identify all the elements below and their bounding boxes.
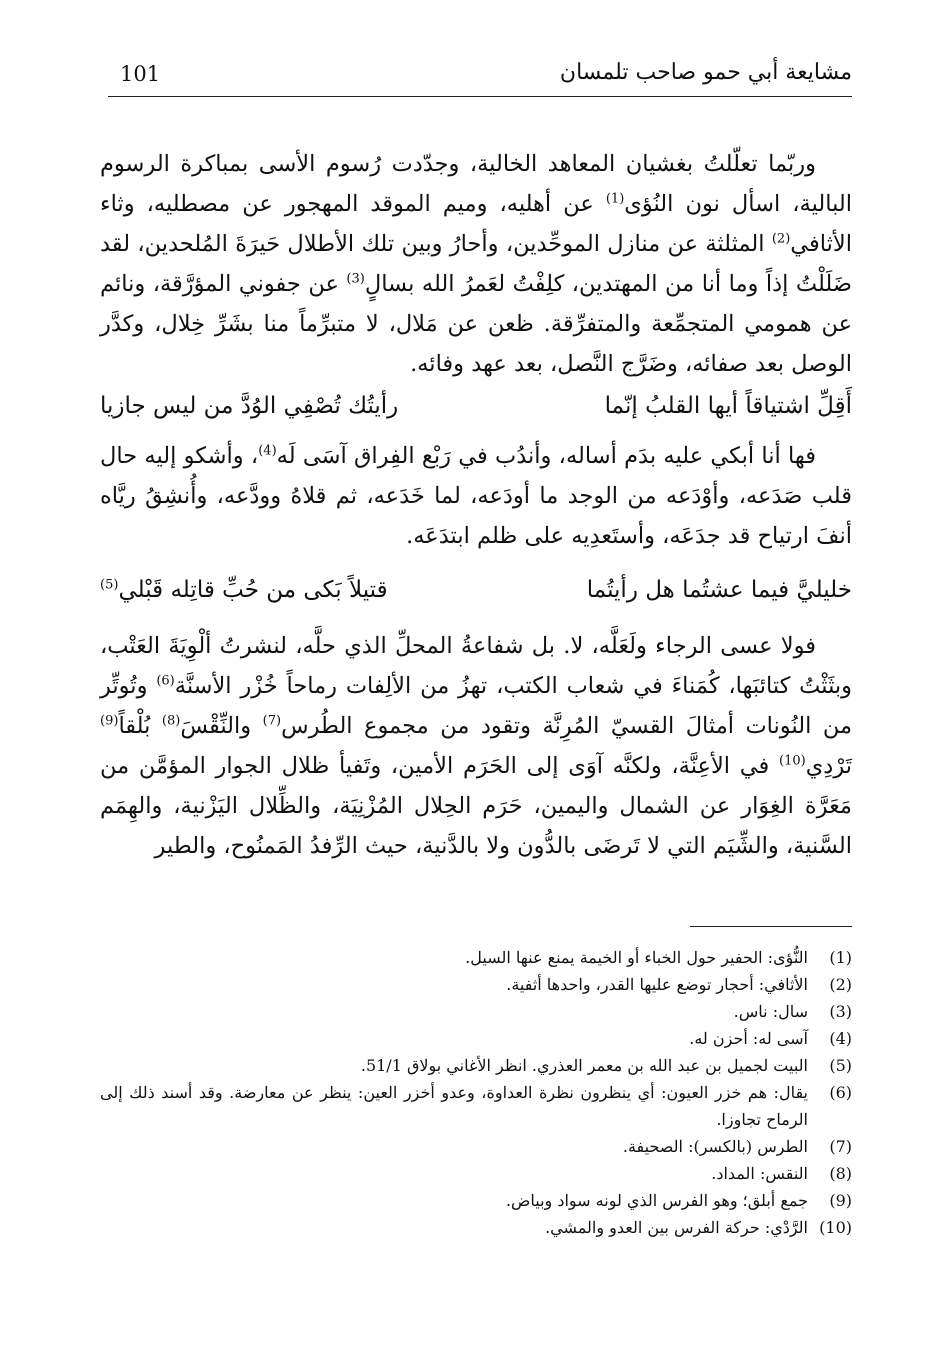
- footnote-number: (8): [829, 1164, 852, 1183]
- footnote: [100, 1133, 852, 1160]
- footnote: [100, 944, 852, 971]
- verse-1-second-hemistich: رأيتُك تُصْفِي الوُدَّ من ليس جازيا: [100, 393, 399, 419]
- footnote-text: البيت لجميل بن عبد الله بن معمر العذري. انظر الأغاني بولاق 51/1.: [360, 1056, 808, 1075]
- text-run: والنِّقْسَ: [180, 713, 263, 739]
- footnote-number: (7): [829, 1137, 852, 1156]
- text-run: تَرْدِي: [805, 753, 852, 779]
- footnote-text: سال: ناس.: [733, 1002, 808, 1021]
- footnote-number: (4): [829, 1029, 852, 1048]
- main-text: [100, 144, 852, 866]
- footnote-text: الأثافي: أحجار توضع عليها القدر، واحدها أثفية.: [506, 975, 808, 994]
- text-run: وربّما تعلّلتُ بغشيان المعاهد الخالية، وجدّدت رُسوم الأسى بمباكرة الرسوم البالية، اسأل نون النُؤى: [100, 151, 852, 217]
- text-run: قتيلاً بَكى من حُبِّ قاتِله قَبْلي: [118, 577, 388, 603]
- footnote: [100, 1187, 852, 1214]
- verse-2: [100, 570, 852, 610]
- footnote-ref-9: (9): [100, 713, 119, 729]
- text-run: فولا عسى الرجاء ولَعَلَّه، لا. بل شفاعةُ المحلِّ الذي حلَّه، لنشرتُ ألْوِيَةَ العَتْب، وبثَثْتُ كتائبَها، كُمَناءَ في شعاب الكتب، تهزُ من الألِفات رماحاً خُزْر الأسنَّة: [100, 633, 852, 699]
- footnote: [100, 998, 852, 1025]
- text-run: وتُوتِّر من النُونات أمثالَ القسيّ المُرِنَّة وتقود من مجموع الطُرس: [100, 673, 852, 739]
- footnotes: [100, 944, 852, 1241]
- footnote-ref-2: (2): [771, 231, 791, 247]
- verse-2-second-hemistich: [100, 570, 388, 610]
- footnote-number: (1): [829, 948, 852, 967]
- footnote-ref-5: (5): [100, 577, 119, 593]
- footnote: [100, 971, 852, 998]
- footnote-ref-10: (10): [778, 753, 806, 769]
- paragraph-1: [100, 144, 852, 384]
- verse-1: [100, 386, 852, 426]
- footnote-ref-3: (3): [346, 271, 365, 287]
- text-run: المثلثة عن منازل الموحِّدين، وأحارُ وبين تلك الأطلال حَيرَةَ المُلحدين، لقد ضَلَلْتُ إذاً وما أنا من المهتدين، كلِفْتُ لعَمرُ الله بسالٍ: [100, 231, 852, 297]
- footnote-ref-7: (7): [262, 713, 282, 729]
- text-run: في الأعِنَّة، ولكنَّه آوَى إلى الحَرَم الأمين، وتَفيأ ظلال الجوار المؤمَّن من مَعَرَّة الغِوَار عن الشمال واليمين، حَرَم الحِلال المُزْنِيَة، والظِّلال اليَزْنية، والهِمَم السَّنية، والشِّيَم التي لا تَرضَى بالدُّون ولا بالدَّنية، حيث الرِّفدُ المَمنُوح، والطير: [100, 753, 852, 859]
- footnote: [100, 1079, 852, 1133]
- verse-1-first-hemistich: أَقِلِّ اشتياقاً أيها القلبُ إنّما: [604, 393, 852, 419]
- footnote-number: (3): [829, 1002, 852, 1021]
- text-run: عن جفوني المؤرَّقة، ونائم عن همومي المتجمِّعة والمتفرِّقة. ظعن عن مَلال، لا متبرِّماً منا بشَرِّ خِلال، وكدَّر الوصل بعد صفائه، وضَرَّج النَّصل، بعد عهد وفائه.: [100, 271, 852, 377]
- footnote-text: النُّؤى: الحفير حول الخباء أو الخيمة يمنع عنها السيل.: [465, 948, 808, 967]
- footnote-ref-1: (1): [605, 191, 625, 207]
- footnote-text: جمع أبلق؛ وهو الفرس الذي لونه سواد وبياض.: [505, 1191, 808, 1210]
- footnote: [100, 1214, 852, 1241]
- footnote: [100, 1052, 852, 1079]
- footnote: [100, 1160, 852, 1187]
- footnote-ref-4: (4): [258, 443, 277, 459]
- footnote-ref-6: (6): [156, 673, 175, 689]
- verse-2-first-hemistich: خليليَّ فيما عشتُما هل رأيتُما: [586, 577, 852, 603]
- text-run: بُلْقاً: [118, 713, 162, 739]
- header-divider: [108, 96, 852, 97]
- footnote-text: النقس: المداد.: [711, 1164, 808, 1183]
- footnote-text: آسى له: أحزن له.: [689, 1029, 808, 1048]
- text-run: ، وأشكو إليه حال قلب صَدَعه، وأوْدَعه من الوجد ما أودَعه، لما خَدَعه، ثم قلاهُ وودَّعه، وأُنشِقُ ريَّاه أنفَ ارتياح قد جدَعَه، وأستَعدِيه على ظلم ابتدَعَه.: [100, 443, 852, 549]
- footnote-text: الرَّدْي: حركة الفرس بين العدو والمشي.: [545, 1218, 808, 1237]
- text-run: فها أنا أبكي عليه بدَم أساله، وأندُب في رَبْع الفِراق آسَى لَه: [276, 443, 816, 469]
- footnote-number: (10): [819, 1218, 852, 1237]
- footnote-text: يقال: هم خزر العيون: أي ينظرون نظرة العداوة، وعدو أخزر العين: ينظر عن معارضة. وقد أسند ذلك إلى الرماح تجاوزا.: [100, 1083, 808, 1129]
- footnote-number: (2): [829, 975, 852, 994]
- footnote-divider: [690, 926, 852, 927]
- page-number: 101: [120, 62, 161, 86]
- text-run: عن أهليه، وميم الموقد المهجور عن مصطليه، وثاء الأثافي: [100, 191, 852, 257]
- paragraph-2: [100, 436, 852, 556]
- paragraph-3: [100, 626, 852, 866]
- footnote-number: (5): [829, 1056, 852, 1075]
- footnote-ref-8: (8): [161, 713, 181, 729]
- footnote: [100, 1025, 852, 1052]
- page-header: [108, 58, 852, 94]
- running-title: مشايعة أبي حمو صاحب تلمسان: [559, 60, 852, 85]
- footnote-number: (9): [829, 1191, 852, 1210]
- footnote-text: الطرس (بالكسر): الصحيفة.: [622, 1137, 808, 1156]
- footnote-number: (6): [829, 1083, 852, 1102]
